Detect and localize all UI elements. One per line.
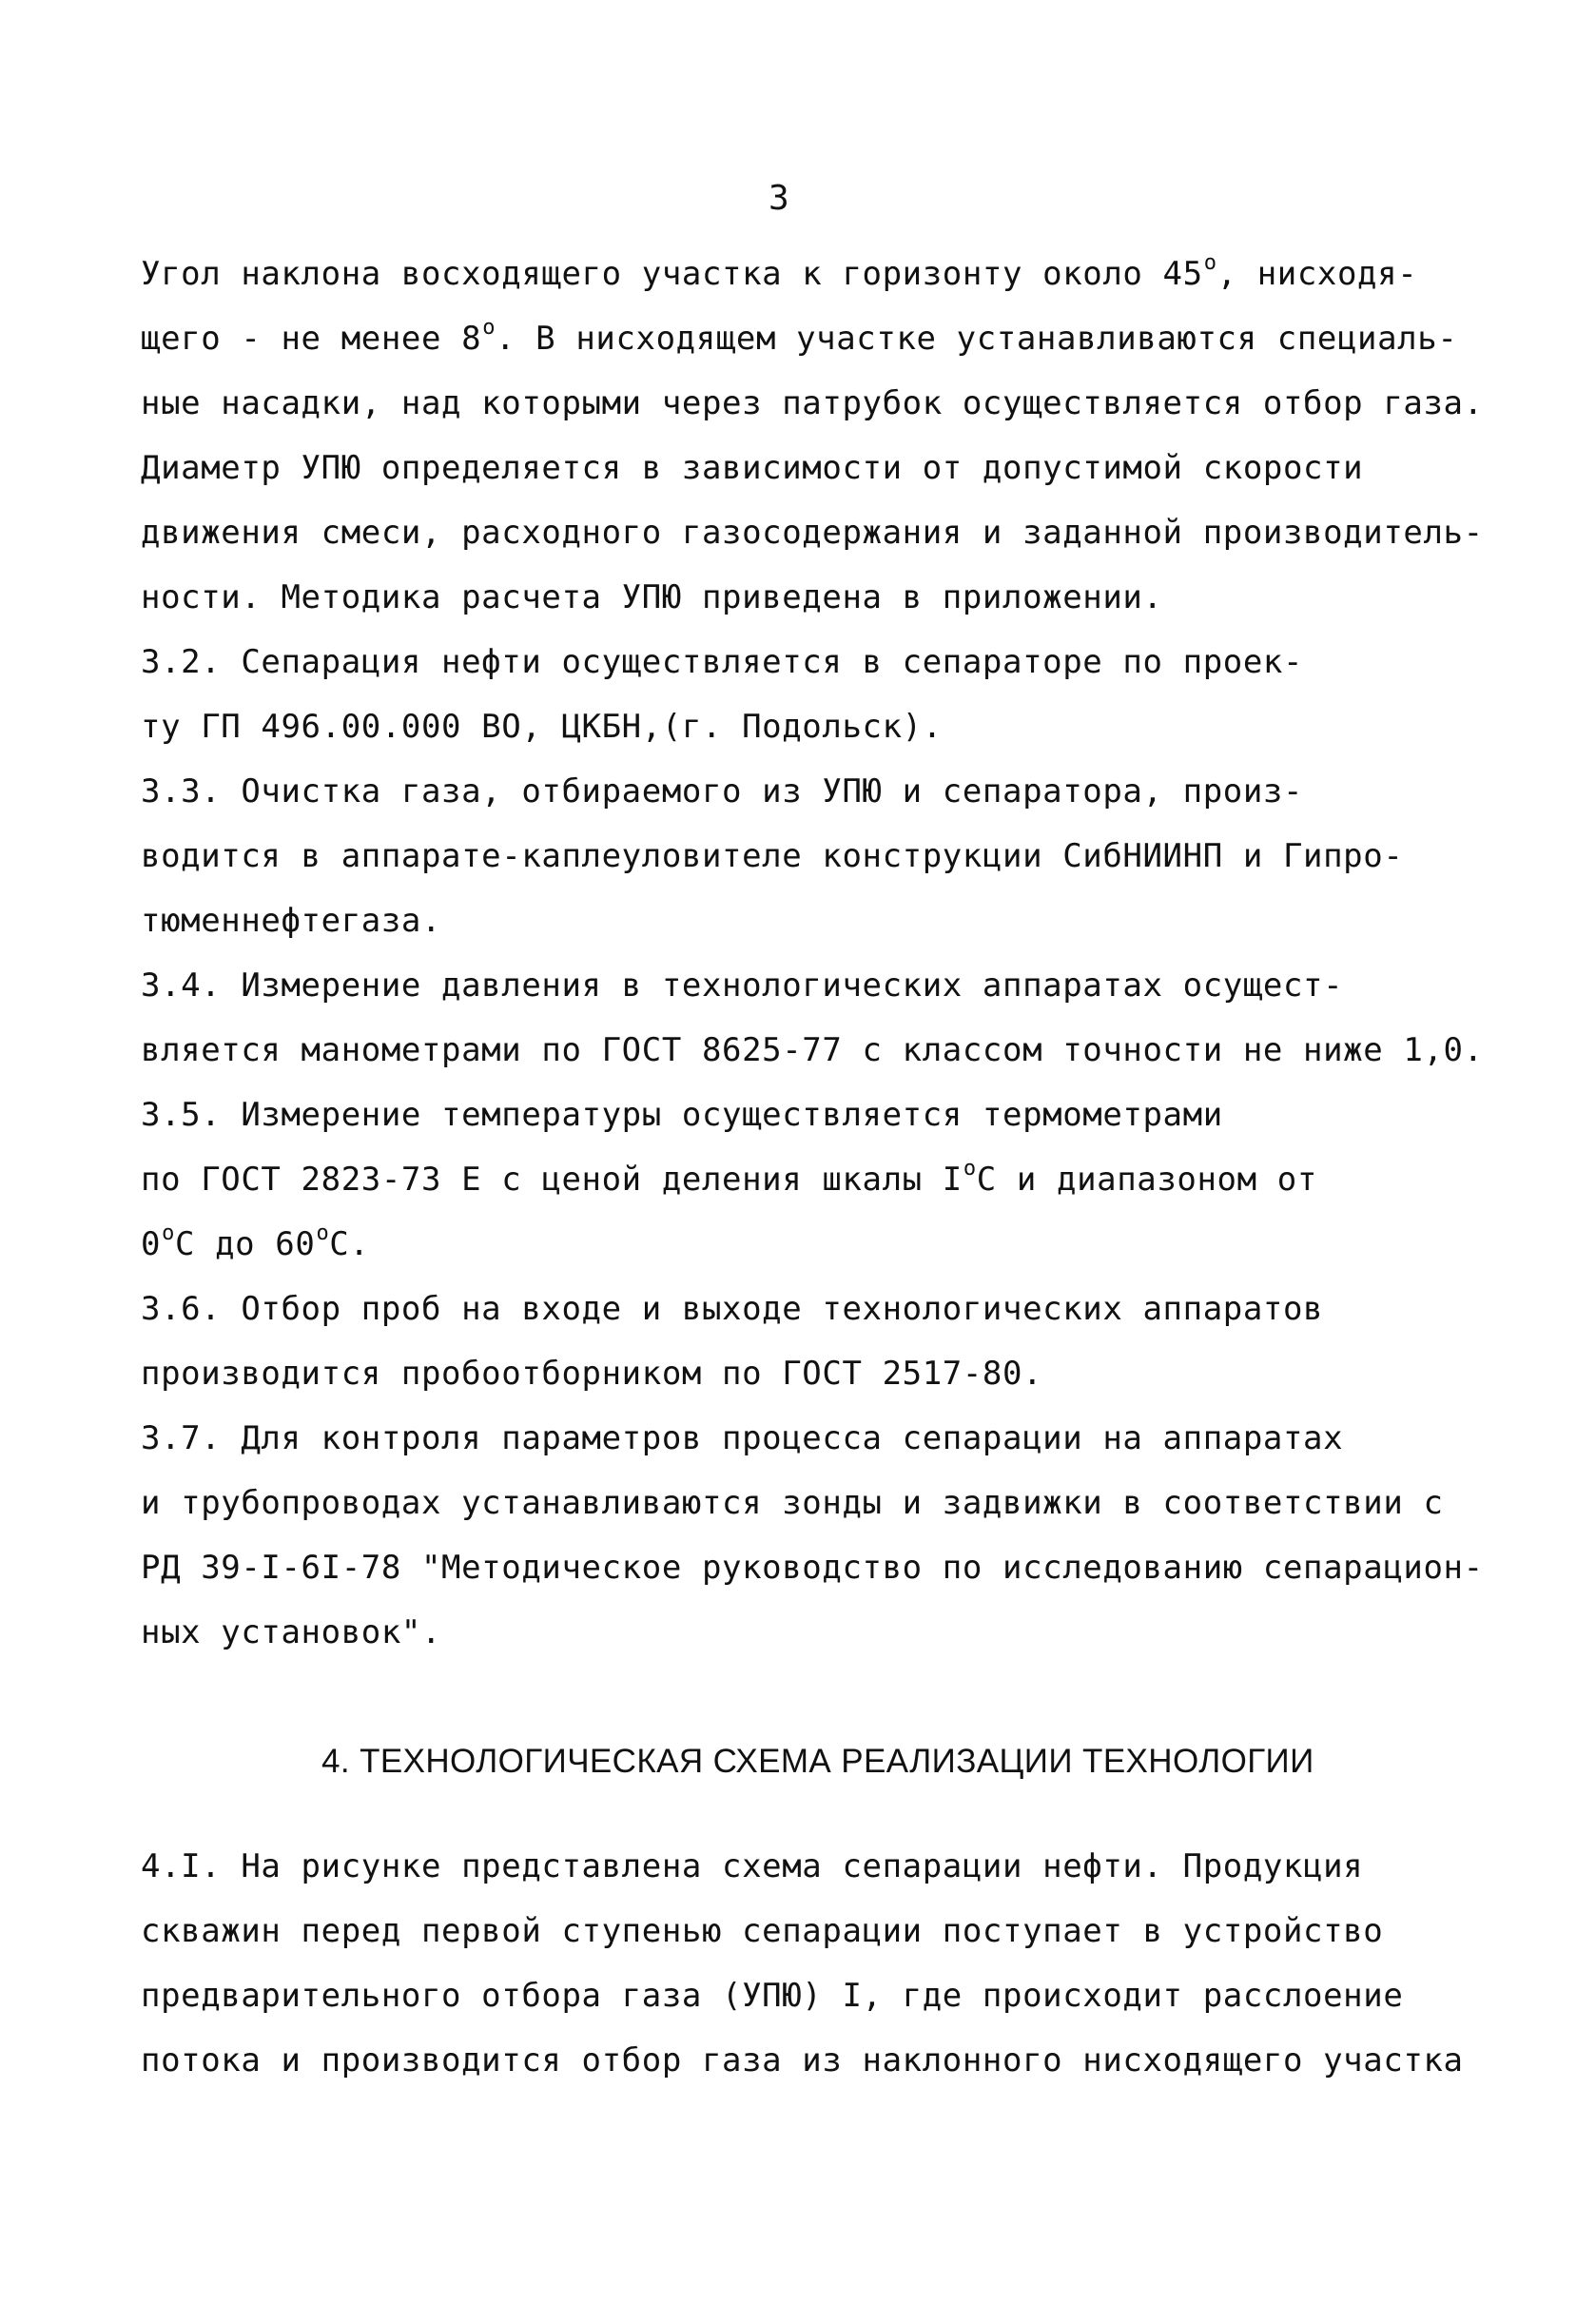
text-segment: 3.3. Очистка газа, отбираемого из УПЮ и сепаратора, произ- [141, 772, 1304, 810]
text-segment: ных установок". [141, 1613, 442, 1651]
text-segment: Угол наклона восходящего участка к горизонту около 45 [141, 255, 1203, 293]
text-segment: тюменнефтегаза. [141, 902, 442, 940]
text-line [141, 1157, 1317, 1199]
text-segment: РД 39-I-6I-78 "Методическое руководство по исследованию сепарацион- [141, 1549, 1484, 1587]
text-segment: водится в аппарате-каплеуловителе конструкции СибНИИНП и Гипро- [141, 837, 1404, 875]
text-segment: предварительного отбора газа (УПЮ) I, где происходит расслоение [141, 1977, 1404, 2015]
text-line [141, 1419, 1343, 1457]
text-line [141, 1847, 1363, 1885]
section-heading: 4. ТЕХНОЛОГИЧЕСКАЯ СХЕМА РЕАЛИЗАЦИИ ТЕХНОЛОГИИ [321, 1743, 1314, 1780]
text-segment: щего - не менее 8 [141, 320, 482, 358]
text-line [141, 384, 1484, 422]
text-line [141, 1221, 370, 1263]
text-line [141, 578, 1163, 616]
text-line [141, 514, 1484, 552]
text-line [141, 1912, 1383, 1950]
text-line [141, 2041, 1464, 2079]
text-segment: С. [329, 1225, 370, 1263]
text-line [141, 902, 441, 940]
text-segment: вляется манометрами по ГОСТ 8625-77 с классом точности не ниже 1,0. [141, 1031, 1484, 1069]
text-segment: 3.4. Измерение давления в технологических аппаратах осущест- [141, 967, 1344, 1005]
text-segment: , нисходя- [1216, 255, 1418, 293]
text-line [141, 1096, 1223, 1134]
text-line [141, 1977, 1403, 2015]
text-line [141, 449, 1363, 487]
superscript-degree: о [963, 1157, 977, 1181]
text-line [141, 1484, 1444, 1522]
text-segment: . В нисходящем участке устанавливаются специаль- [496, 320, 1458, 358]
superscript-degree: о [162, 1221, 175, 1245]
text-segment: С и диапазоном от [976, 1161, 1317, 1199]
text-segment: ту ГП 496.00.000 ВО, ЦКБН,(г. Подольск). [141, 708, 943, 746]
page-number: 3 [769, 179, 790, 218]
text-segment: производится пробоотборником по ГОСТ 2517-80. [141, 1355, 1043, 1393]
text-segment: 3.5. Измерение температуры осуществляется термометрами [141, 1096, 1223, 1134]
text-line [141, 643, 1303, 681]
text-segment: С до 60 [174, 1225, 316, 1263]
text-line [141, 316, 1458, 358]
text-line [141, 1290, 1323, 1328]
text-segment: Диаметр УПЮ определяется в зависимости от допустимой скорости [141, 449, 1364, 487]
text-line [141, 772, 1303, 810]
text-segment: ные насадки, над которыми через патрубок осуществляется отбор газа. [141, 384, 1484, 422]
text-line [141, 837, 1403, 875]
superscript-degree: о [1203, 251, 1217, 275]
text-segment: и трубопроводах устанавливаются зонды и задвижки в соответствии с [141, 1484, 1444, 1522]
text-segment: потока и производится отбор газа из наклонного нисходящего участка [141, 2041, 1464, 2079]
text-segment: ности. Методика расчета УПЮ приведена в приложении. [141, 578, 1163, 616]
text-segment: 3.7. Для контроля параметров процесса сепарации на аппаратах [141, 1419, 1344, 1457]
superscript-degree: о [482, 316, 496, 340]
superscript-degree: о [316, 1221, 330, 1245]
text-segment: по ГОСТ 2823-73 Е с ценой деления шкалы I [141, 1161, 963, 1199]
text-line [141, 251, 1418, 293]
text-segment: скважин перед первой ступенью сепарации поступает в устройство [141, 1912, 1384, 1950]
text-line [141, 1031, 1484, 1069]
text-segment: 3.2. Сепарация нефти осуществляется в сепараторе по проек- [141, 643, 1304, 681]
text-segment: 0 [141, 1225, 162, 1263]
text-line [141, 1355, 1042, 1393]
text-line [141, 1613, 441, 1651]
text-line [141, 967, 1343, 1005]
text-line [141, 708, 943, 746]
text-line [141, 1549, 1484, 1587]
text-segment: 4.I. На рисунке представлена схема сепарации нефти. Продукция [141, 1847, 1364, 1885]
text-segment: движения смеси, расходного газосодержания и заданной производитель- [141, 514, 1484, 552]
text-segment: 3.6. Отбор проб на входе и выходе технологических аппаратов [141, 1290, 1324, 1328]
